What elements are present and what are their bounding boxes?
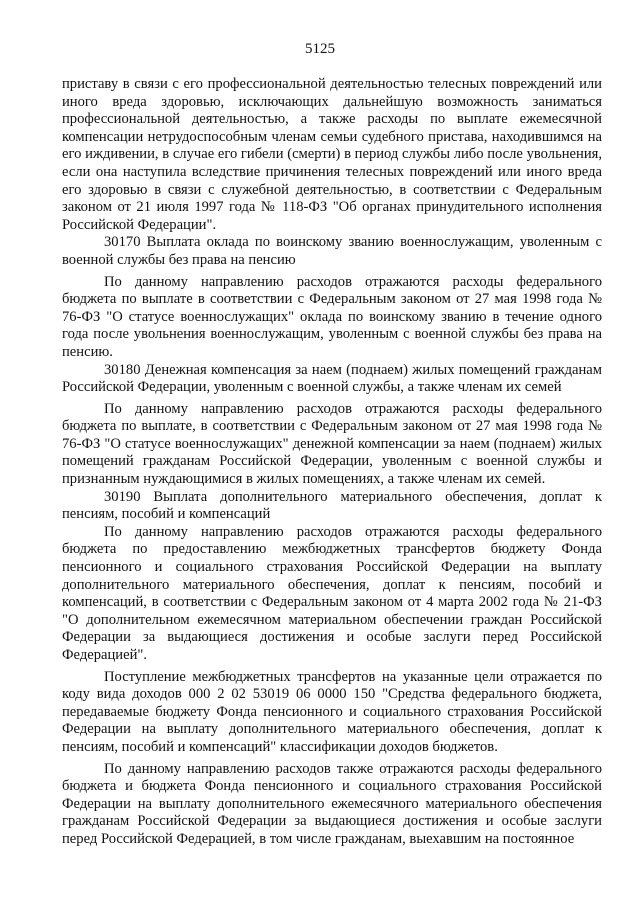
page-number: 5125 xyxy=(305,41,335,57)
paragraph-heading-30170: 30170 Выплата оклада по воинскому званию военнослужащим, уволенным с военной службы без права на пенсию xyxy=(62,234,602,268)
paragraph-30170-description: По данному направлению расходов отражаются расходы федерального бюджета по выплате в соответствии с Федеральным законом от 27 мая 1998 года № 76-ФЗ "О статусе военнослужащих" оклада по воинскому званию в течение одного года после увольнения военнослужащим, уволенным с военной службы без права на пенсию. xyxy=(62,273,602,360)
paragraph-transfer-income: Поступление межбюджетных трансфертов на указанные цели отражается по коду вида доходов 000 2 02 53019 06 0000 150 "Средства федерального бюджета, передаваемые бюджету Фонда пенсионного и социального страхования Российской Федерации на выплату дополнительного материального обеспечения, доплат к пенсиям, пособий и компенсаций" классификации доходов бюджетов. xyxy=(62,668,602,755)
paragraph-additional-expenses: По данному направлению расходов также отражаются расходы федерального бюджета и бюджета Фонда пенсионного и социального страхования Российской Федерации на выплату дополнительного ежемесячного материального обеспечения гражданам Российской Федерации за выдающиеся достижения и особые заслуги перед Российской Федерацией, в том числе гражданам, выехавшим на постоянное xyxy=(62,760,602,847)
paragraph-30190-description: По данному направлению расходов отражаются расходы федерального бюджета по предоставлению межбюджетных трансфертов бюджету Фонда пенсионного и социального страхования Российской Федерации на выплату дополнительного материального обеспечения, доплат к пенсиям, пособий и компенсаций, в соответствии с Федеральным законом от 4 марта 2002 года № 21-ФЗ "О дополнительном ежемесячном материальном обеспечении граждан Российской Федерации за выдающиеся достижения и особые заслуги перед Российской Федерацией". xyxy=(62,523,602,663)
paragraph-heading-30190: 30190 Выплата дополнительного материального обеспечения, доплат к пенсиям, пособий и компенсаций xyxy=(62,488,602,523)
paragraph-heading-30180: 30180 Денежная компенсация за наем (поднаем) жилых помещений гражданам Российской Федерации, уволенным с военной службы, а также членам их семей xyxy=(62,361,602,396)
paragraph-continuation: приставу в связи с его профессиональной деятельностью телесных повреждений или иного вреда здоровью, исключающих дальнейшую возможность заниматься профессиональной деятельностью, а также расходы по выплате ежемесячной компенсации нетрудоспособным членам семьи судебного пристава, находившимся на его иждивении, в случае его гибели (смерти) в период службы либо после увольнения, если она наступила вследствие причинения телесных повреждений или иного вреда его здоровью в связи с служебной деятельностью, в соответствии с Федеральным законом от 21 июля 1997 года № 118-ФЗ "Об органах принудительного исполнения Российской Федерации". xyxy=(62,76,602,233)
paragraph-30180-description: По данному направлению расходов отражаются расходы федерального бюджета по выплате, в соответствии с Федеральным законом от 27 мая 1998 года № 76-ФЗ "О статусе военнослужащих" денежной компенсации за наем (поднаем) жилых помещений гражданам Российской Федерации, уволенным с военной службы и признанным нуждающимися в жилых помещениях, а также членам их семей. xyxy=(62,400,602,488)
document-body xyxy=(62,76,602,849)
